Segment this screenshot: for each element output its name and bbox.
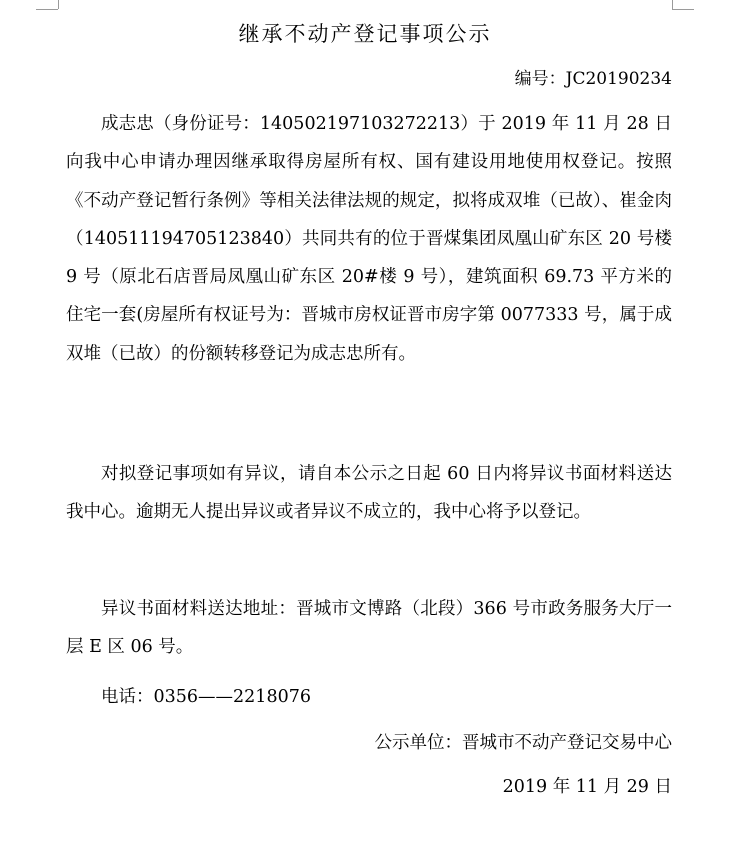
crop-mark-top-right xyxy=(672,9,694,10)
issuing-unit: 公示单位：晋城市不动产登记交易中心 xyxy=(374,733,672,753)
crop-mark-top-left xyxy=(58,0,59,9)
contact-phone: 电话：0356——2218076 xyxy=(101,687,311,707)
issue-date: 2019 年 11 月 29 日 xyxy=(502,777,672,797)
crop-mark-top-right xyxy=(672,0,673,9)
paragraph-objection-address: 异议书面材料送达地址：晋城市文博路（北段）366 号市政务服务大厅一层 E 区 06 号。 xyxy=(66,599,672,658)
paragraph-objection-notice: 对拟登记事项如有异议，请自本公示之日起 60 日内将异议书面材料送达我中心。逾期无人提出异议或者异议不成立的，我中心将予以登记。 xyxy=(66,464,672,523)
crop-mark-top-left xyxy=(36,9,58,10)
document-number: 编号：JC20190234 xyxy=(514,69,672,89)
document-title: 继承不动产登记事项公示 xyxy=(238,22,492,46)
paragraph-application: 成志忠（身份证号：140502197103272213）于 2019 年 11 月 28 日向我中心申请办理因继承取得房屋所有权、国有建设用地使用权登记。按照《不动产登记暂行条例》等相关法律法规的规定，拟将成双堆（已故）、崔金肉（140511194705123840）共同共有的位于晋煤集团凤凰山矿东区 20 号楼 9 号（原北石店晋局凤凰山矿东区 20#楼 9 号），建筑面积 69.73 平方米的住宅一套(房屋所有权证号为：晋城市房权证晋市房字第 0077333 号，属于成双堆（已故）的份额转移登记为成志忠所有。 xyxy=(66,114,672,364)
